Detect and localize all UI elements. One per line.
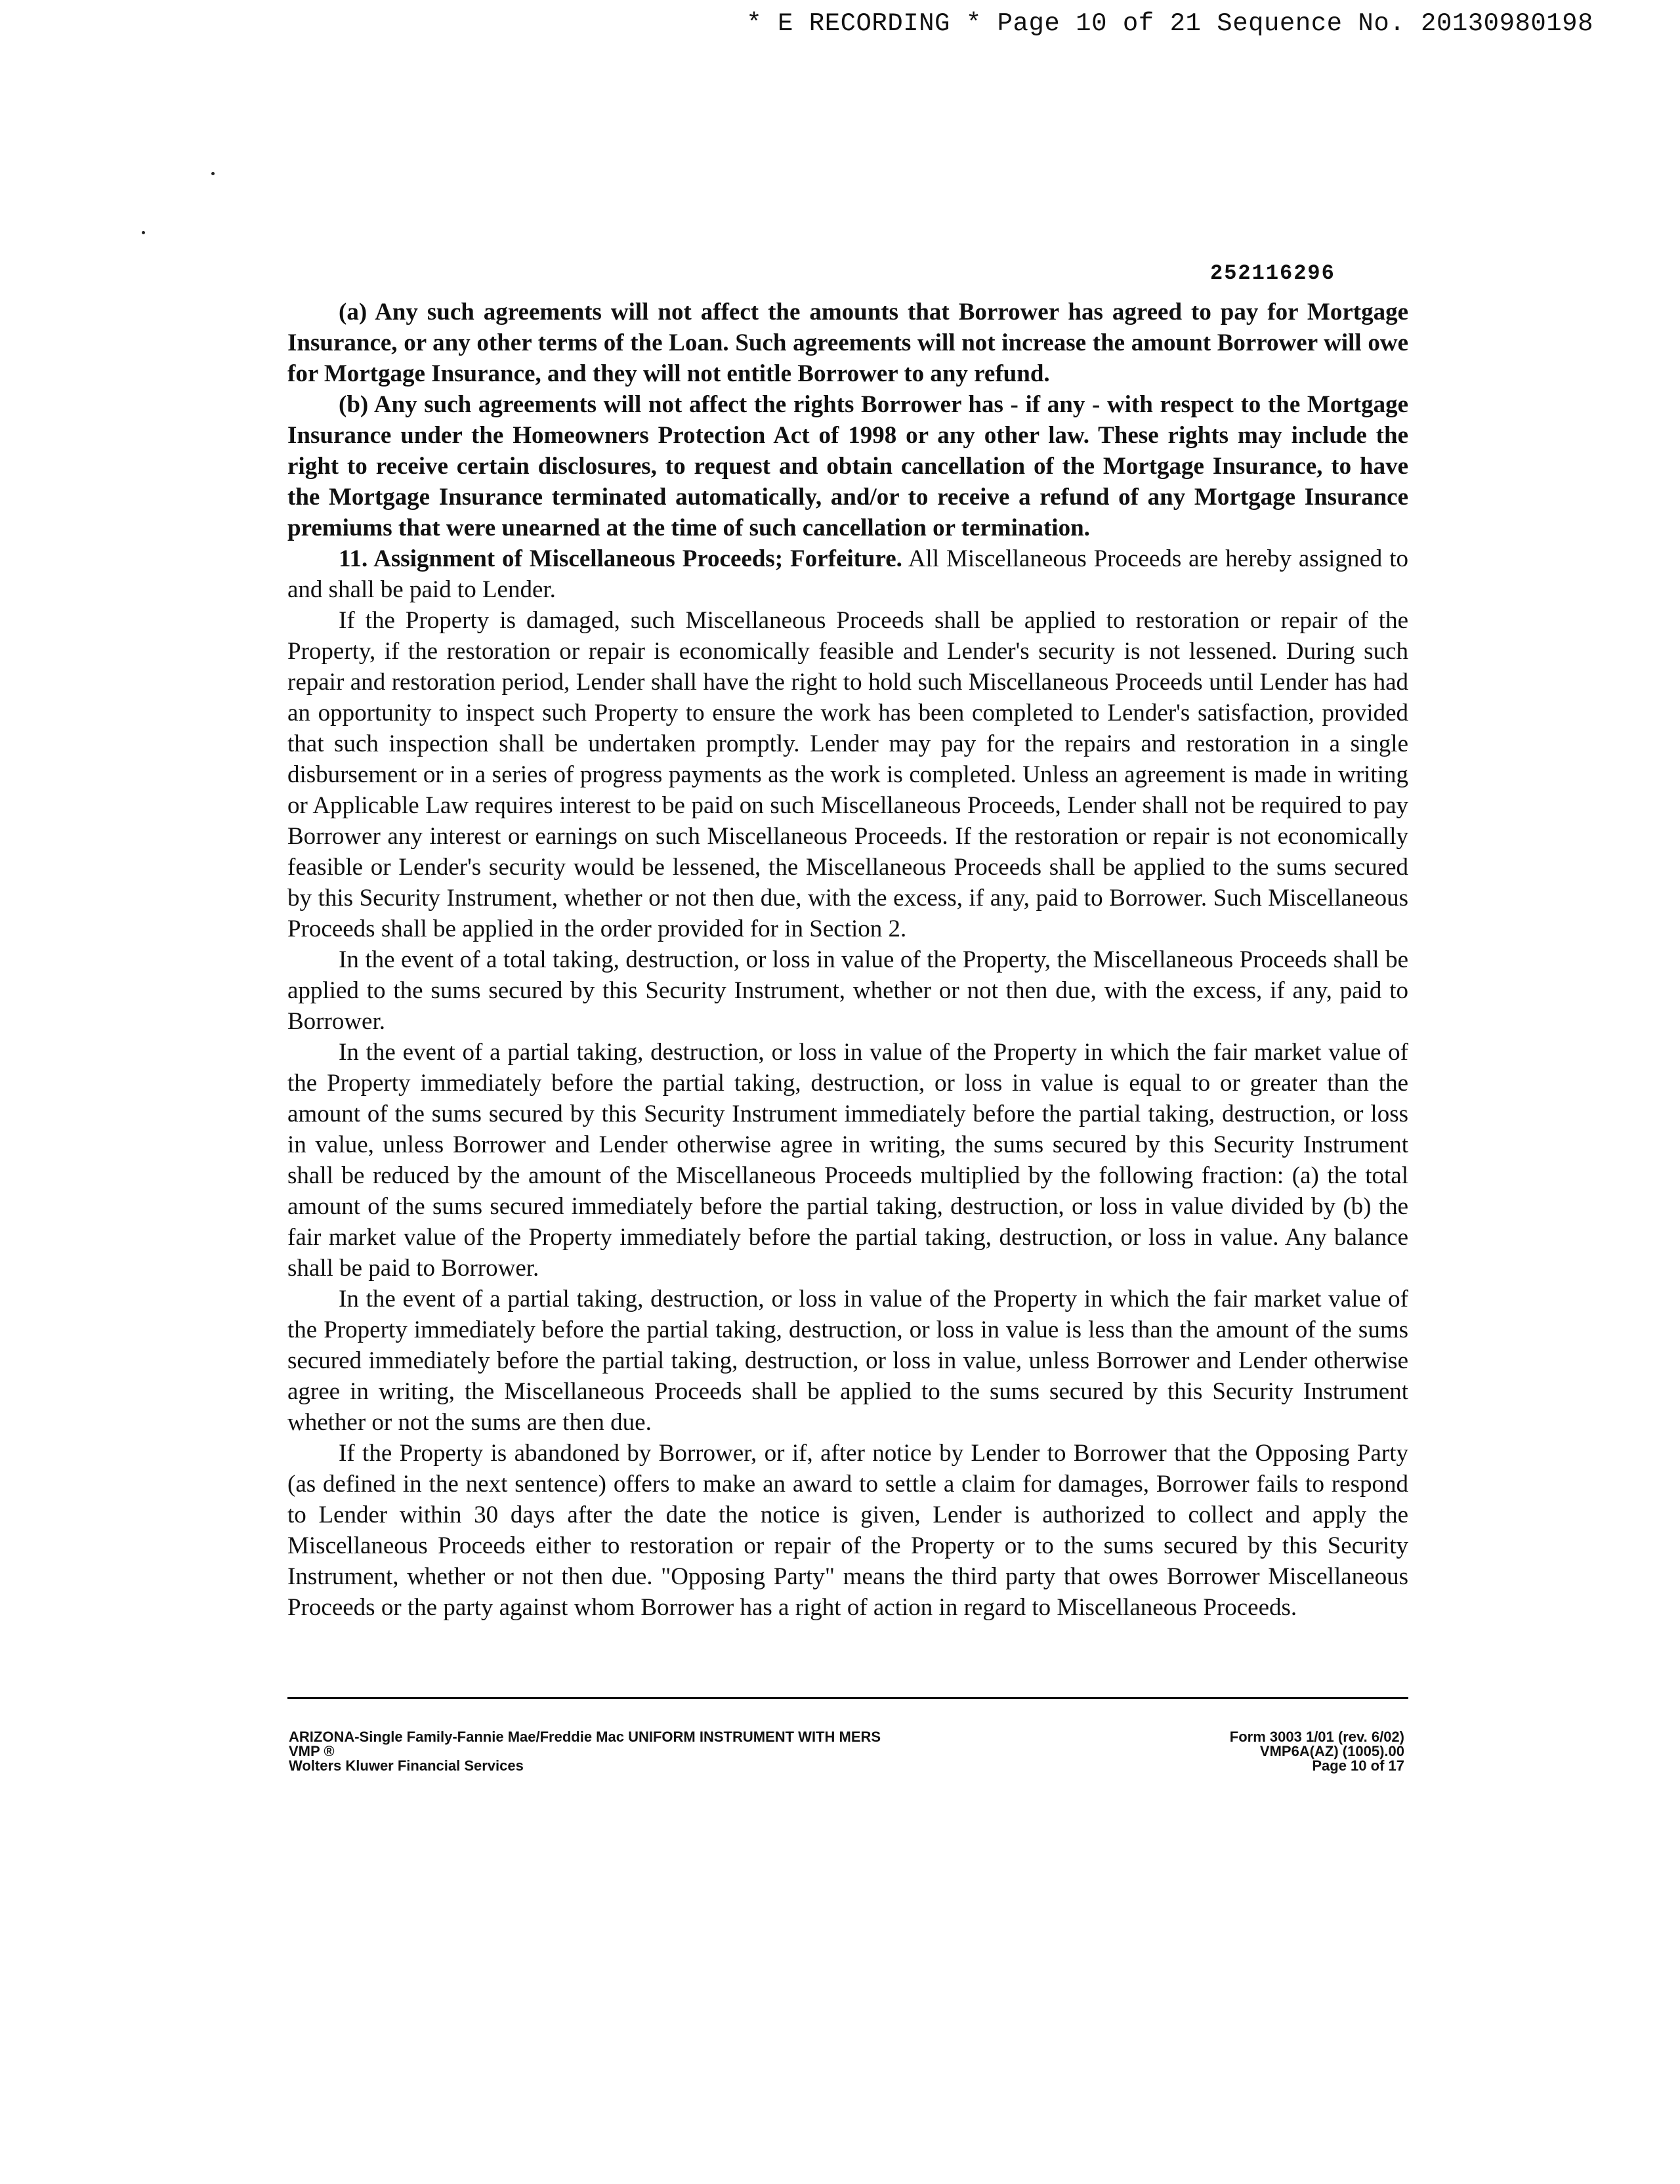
paragraph-partial-taking-greater: In the event of a partial taking, destruction, or loss in value of the Property in which the fair market value of the Property immediately before the partial taking, destruction, or loss in value is equal to or greater than the amount of the sums secured by this Security Instrument immediately before the partial taking, destruction, or loss in value, unless Borrower and Lender otherwise agree in writing, the sums secured by this Security Instrument shall be reduced by the amount of the Miscellaneous Proceeds multiplied by the following fraction: (a) the total amount of the sums secured immediately before the partial taking, destruction, or loss in value divided by (b) the fair market value of the Property immediately before the partial taking, destruction, or loss in value. Any balance shall be paid to Borrower. [287,1039,1408,1282]
document-body [287,297,1408,1623]
paragraph-section-11 [287,543,1408,605]
footer-form-code: VMP6A(AZ) (1005).00 [1259,1743,1404,1759]
paragraph-property-damaged: If the Property is damaged, such Miscellaneous Proceeds shall be applied to restoration or repair of the Property, if the restoration or repair is economically feasible and Lender's security is not lessened. During such repair and restoration period, Lender shall have the right to hold such Miscellaneous Proceeds until Lender has had an opportunity to inspect such Property to ensure the work has been completed to Lender's satisfaction, provided that such inspection shall be undertaken promptly. Lender may pay for the repairs and restoration in a single disbursement or in a series of progress payments as the work is completed. Unless an agreement is made in writing or Applicable Law requires interest to be paid on such Miscellaneous Proceeds, Lender shall not be required to pay Borrower any interest or earnings on such Miscellaneous Proceeds. If the restoration or repair is not economically feasible or Lender's security would be lessened, the Miscellaneous Proceeds shall be applied to the sums secured by this Security Instrument, whether or not then due, with the excess, if any, paid to Borrower. Such Miscellaneous Proceeds shall be applied in the order provided for in Section 2. [287,607,1408,942]
footer-left [289,1730,881,1773]
footer-publisher: Wolters Kluwer Financial Services [289,1757,524,1774]
footer-divider [287,1697,1408,1699]
footer-right [1230,1730,1404,1773]
loan-number: 252116296 [1210,261,1335,285]
section-11-heading: 11. Assignment of Miscellaneous Proceeds; Forfeiture. [339,545,902,572]
scan-speck [142,231,145,234]
paragraph-10b: (b) Any such agreements will not affect the rights Borrower has - if any - with respect to the Mortgage Insurance under the Homeowners Protection Act of 1998 or any other law. These rights may include the right to receive certain disclosures, to request and obtain cancellation of the Mortgage Insurance, to have the Mortgage Insurance terminated automatically, and/or to receive a refund of any Mortgage Insurance premiums that were unearned at the time of such cancellation or termination. [287,391,1408,541]
paragraph-partial-taking-less: In the event of a partial taking, destruction, or loss in value of the Property in which the fair market value of the Property immediately before the partial taking, destruction, or loss in value is less than the amount of the sums secured immediately before the partial taking, destruction, or loss in value, unless Borrower and Lender otherwise agree in writing, the Miscellaneous Proceeds shall be applied to the sums secured by this Security Instrument whether or not the sums are then due. [287,1286,1408,1436]
footer-page-number: Page 10 of 17 [1312,1757,1404,1774]
footer-vmp: VMP ® [289,1743,335,1759]
paragraph-property-abandoned: If the Property is abandoned by Borrower, or if, after notice by Lender to Borrower that the Opposing Party (as defined in the next sentence) offers to make an award to settle a claim for damages, Borrower fails to respond to Lender within 30 days after the date the notice is given, Lender is authorized to collect and apply the Miscellaneous Proceeds either to restoration or repair of the Property or to the sums secured by this Security Instrument, whether or not then due. "Opposing Party" means the third party that owes Borrower Miscellaneous Proceeds or the party against whom Borrower has a right of action in regard to Miscellaneous Proceeds. [287,1440,1408,1621]
paragraph-total-taking: In the event of a total taking, destruction, or loss in value of the Property, the Miscellaneous Proceeds shall be applied to the sums secured by this Security Instrument, whether or not then due, with the excess, if any, paid to Borrower. [287,946,1408,1035]
paragraph-10a: (a) Any such agreements will not affect the amounts that Borrower has agreed to pay for Mortgage Insurance, or any other terms of the Loan. Such agreements will not increase the amount Borrower will owe for Mortgage Insurance, and they will not entitle Borrower to any refund. [287,299,1408,387]
recording-header: * E RECORDING * Page 10 of 21 Sequence No. 20130980198 [746,9,1593,38]
section-11-text: All Miscellaneous Proceeds are hereby assigned to and shall be paid to Lender. [287,545,1408,603]
footer-form-number: Form 3003 1/01 (rev. 6/02) [1229,1729,1404,1745]
scan-speck [211,172,215,175]
footer-form-title: ARIZONA-Single Family-Fannie Mae/Freddie Mac UNIFORM INSTRUMENT WITH MERS [289,1729,881,1745]
